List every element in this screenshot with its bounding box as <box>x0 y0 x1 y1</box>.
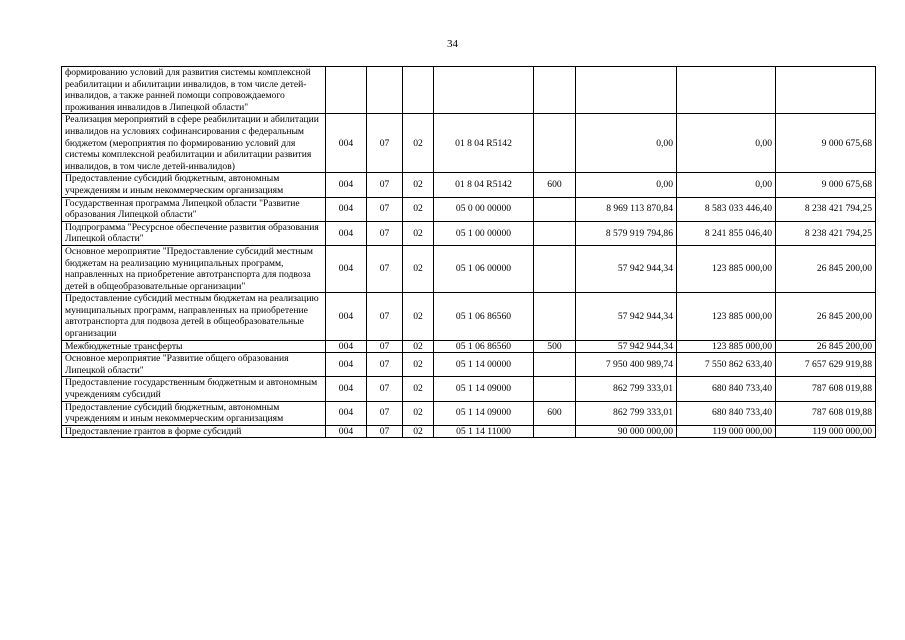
row-amount-year1-cell: 57 942 944,34 <box>576 340 677 353</box>
row-expense-type-cell <box>534 245 576 292</box>
row-amount-year2-cell: 8 241 855 046,40 <box>677 221 776 245</box>
row-amount-year1-cell: 0,00 <box>576 173 677 197</box>
row-expense-type-cell: 500 <box>534 340 576 353</box>
row-section-cell: 07 <box>367 353 403 377</box>
row-amount-year2-cell: 123 885 000,00 <box>677 340 776 353</box>
row-amount-year1-cell: 862 799 333,01 <box>576 401 677 425</box>
row-grbs-cell: 004 <box>326 173 367 197</box>
row-target-article-cell: 05 0 00 00000 <box>434 197 534 221</box>
row-target-article-cell: 05 1 00 00000 <box>434 221 534 245</box>
row-amount-year1-cell: 8 579 919 794,86 <box>576 221 677 245</box>
table-row <box>62 67 876 114</box>
row-grbs-cell: 004 <box>326 221 367 245</box>
row-section-cell: 07 <box>367 401 403 425</box>
table-body <box>62 67 876 438</box>
row-subsection-cell: 02 <box>403 340 434 353</box>
row-amount-year3-cell: 8 238 421 794,25 <box>776 197 876 221</box>
row-target-article-cell: 05 1 14 09000 <box>434 377 534 401</box>
row-target-article-cell <box>434 67 534 114</box>
row-amount-year2-cell: 119 000 000,00 <box>677 425 776 438</box>
row-grbs-cell: 004 <box>326 353 367 377</box>
row-target-article-cell: 05 1 06 86560 <box>434 293 534 340</box>
row-section-cell <box>367 67 403 114</box>
row-amount-year2-cell: 123 885 000,00 <box>677 293 776 340</box>
row-expense-type-cell <box>534 353 576 377</box>
row-section-cell: 07 <box>367 377 403 401</box>
row-name-cell: Предоставление субсидий бюджетным, автономным учреждениям и иным некоммерческим организациям <box>62 401 326 425</box>
row-amount-year3-cell: 9 000 675,68 <box>776 114 876 173</box>
table-row <box>62 173 876 197</box>
row-expense-type-cell: 600 <box>534 401 576 425</box>
table-row <box>62 114 876 173</box>
row-target-article-cell: 05 1 14 11000 <box>434 425 534 438</box>
row-target-article-cell: 05 1 06 86560 <box>434 340 534 353</box>
row-amount-year3-cell <box>776 67 876 114</box>
row-section-cell: 07 <box>367 221 403 245</box>
row-expense-type-cell <box>534 197 576 221</box>
row-section-cell: 07 <box>367 340 403 353</box>
row-grbs-cell: 004 <box>326 245 367 292</box>
row-amount-year1-cell: 90 000 000,00 <box>576 425 677 438</box>
row-subsection-cell: 02 <box>403 425 434 438</box>
row-amount-year2-cell: 680 840 733,40 <box>677 401 776 425</box>
row-amount-year1-cell: 57 942 944,34 <box>576 245 677 292</box>
table-row <box>62 221 876 245</box>
row-target-article-cell: 05 1 14 09000 <box>434 401 534 425</box>
row-expense-type-cell <box>534 425 576 438</box>
row-section-cell: 07 <box>367 173 403 197</box>
row-subsection-cell: 02 <box>403 173 434 197</box>
row-name-cell: Предоставление субсидий местным бюджетам на реализацию муниципальных программ, направленных на приобретение автотранспорта для подвоза детей в общеобразовательные организации <box>62 293 326 340</box>
row-name-cell: Предоставление грантов в форме субсидий <box>62 425 326 438</box>
row-expense-type-cell <box>534 114 576 173</box>
row-amount-year2-cell: 0,00 <box>677 173 776 197</box>
table-row <box>62 425 876 438</box>
row-amount-year1-cell: 862 799 333,01 <box>576 377 677 401</box>
row-amount-year1-cell: 57 942 944,34 <box>576 293 677 340</box>
table-row <box>62 197 876 221</box>
row-section-cell: 07 <box>367 293 403 340</box>
row-grbs-cell: 004 <box>326 377 367 401</box>
row-section-cell: 07 <box>367 114 403 173</box>
row-target-article-cell: 01 8 04 R5142 <box>434 173 534 197</box>
table-row <box>62 340 876 353</box>
row-subsection-cell: 02 <box>403 197 434 221</box>
row-amount-year2-cell: 0,00 <box>677 114 776 173</box>
row-amount-year3-cell: 8 238 421 794,25 <box>776 221 876 245</box>
row-amount-year1-cell: 7 950 400 989,74 <box>576 353 677 377</box>
row-amount-year2-cell: 680 840 733,40 <box>677 377 776 401</box>
row-amount-year2-cell: 123 885 000,00 <box>677 245 776 292</box>
row-target-article-cell: 01 8 04 R5142 <box>434 114 534 173</box>
row-target-article-cell: 05 1 14 00000 <box>434 353 534 377</box>
table-row <box>62 353 876 377</box>
row-amount-year2-cell <box>677 67 776 114</box>
row-amount-year1-cell: 0,00 <box>576 114 677 173</box>
row-grbs-cell: 004 <box>326 197 367 221</box>
row-subsection-cell: 02 <box>403 353 434 377</box>
table-row <box>62 401 876 425</box>
row-subsection-cell: 02 <box>403 377 434 401</box>
row-amount-year2-cell: 8 583 033 446,40 <box>677 197 776 221</box>
page-number: 34 <box>447 38 458 50</box>
row-expense-type-cell <box>534 293 576 340</box>
row-section-cell: 07 <box>367 197 403 221</box>
row-subsection-cell: 02 <box>403 245 434 292</box>
row-expense-type-cell <box>534 221 576 245</box>
row-expense-type-cell <box>534 67 576 114</box>
row-grbs-cell: 004 <box>326 293 367 340</box>
row-grbs-cell: 004 <box>326 114 367 173</box>
row-grbs-cell: 004 <box>326 425 367 438</box>
table-row <box>62 245 876 292</box>
row-name-cell: Предоставление субсидий бюджетным, автономным учреждениям и иным некоммерческим организациям <box>62 173 326 197</box>
row-subsection-cell: 02 <box>403 221 434 245</box>
row-section-cell: 07 <box>367 245 403 292</box>
row-subsection-cell: 02 <box>403 114 434 173</box>
budget-table <box>61 66 876 438</box>
row-section-cell: 07 <box>367 425 403 438</box>
row-grbs-cell <box>326 67 367 114</box>
row-amount-year3-cell: 9 000 675,68 <box>776 173 876 197</box>
row-subsection-cell <box>403 67 434 114</box>
row-amount-year1-cell <box>576 67 677 114</box>
row-grbs-cell: 004 <box>326 340 367 353</box>
row-expense-type-cell: 600 <box>534 173 576 197</box>
row-name-cell: Основное мероприятие "Предоставление субсидий местным бюджетам на реализацию муниципальных программ, направленных на приобретение автотранспорта для подвоза детей в общеобразовательные организации" <box>62 245 326 292</box>
row-name-cell: формированию условий для развития системы комплексной реабилитации и абилитации инвалидов, в том числе детей-инвалидов, а также ранней помощи сопровождаемого проживания инвалидов в Липецкой области" <box>62 67 326 114</box>
row-amount-year3-cell: 119 000 000,00 <box>776 425 876 438</box>
row-amount-year3-cell: 787 608 019,88 <box>776 377 876 401</box>
row-amount-year1-cell: 8 969 113 870,84 <box>576 197 677 221</box>
row-amount-year3-cell: 7 657 629 919,88 <box>776 353 876 377</box>
row-name-cell: Подпрограмма "Ресурсное обеспечение развития образования Липецкой области" <box>62 221 326 245</box>
row-amount-year3-cell: 26 845 200,00 <box>776 245 876 292</box>
row-amount-year3-cell: 787 608 019,88 <box>776 401 876 425</box>
row-subsection-cell: 02 <box>403 401 434 425</box>
row-expense-type-cell <box>534 377 576 401</box>
table-row <box>62 377 876 401</box>
row-name-cell: Реализация мероприятий в сфере реабилитации и абилитации инвалидов на условиях софинансирования с федеральным бюджетом (мероприятия по формированию условий для системы комплексной реабилитации и абилитации развития инвалидов, в том числе детей-инвалидов) <box>62 114 326 173</box>
row-name-cell: Государственная программа Липецкой области "Развитие образования Липецкой области" <box>62 197 326 221</box>
row-name-cell: Межбюджетные трансферты <box>62 340 326 353</box>
row-amount-year2-cell: 7 550 862 633,40 <box>677 353 776 377</box>
row-amount-year3-cell: 26 845 200,00 <box>776 293 876 340</box>
row-name-cell: Предоставление государственным бюджетным и автономным учреждениям субсидий <box>62 377 326 401</box>
row-amount-year3-cell: 26 845 200,00 <box>776 340 876 353</box>
row-name-cell: Основное мероприятие "Развитие общего образования Липецкой области" <box>62 353 326 377</box>
row-subsection-cell: 02 <box>403 293 434 340</box>
row-grbs-cell: 004 <box>326 401 367 425</box>
row-target-article-cell: 05 1 06 00000 <box>434 245 534 292</box>
table-row <box>62 293 876 340</box>
